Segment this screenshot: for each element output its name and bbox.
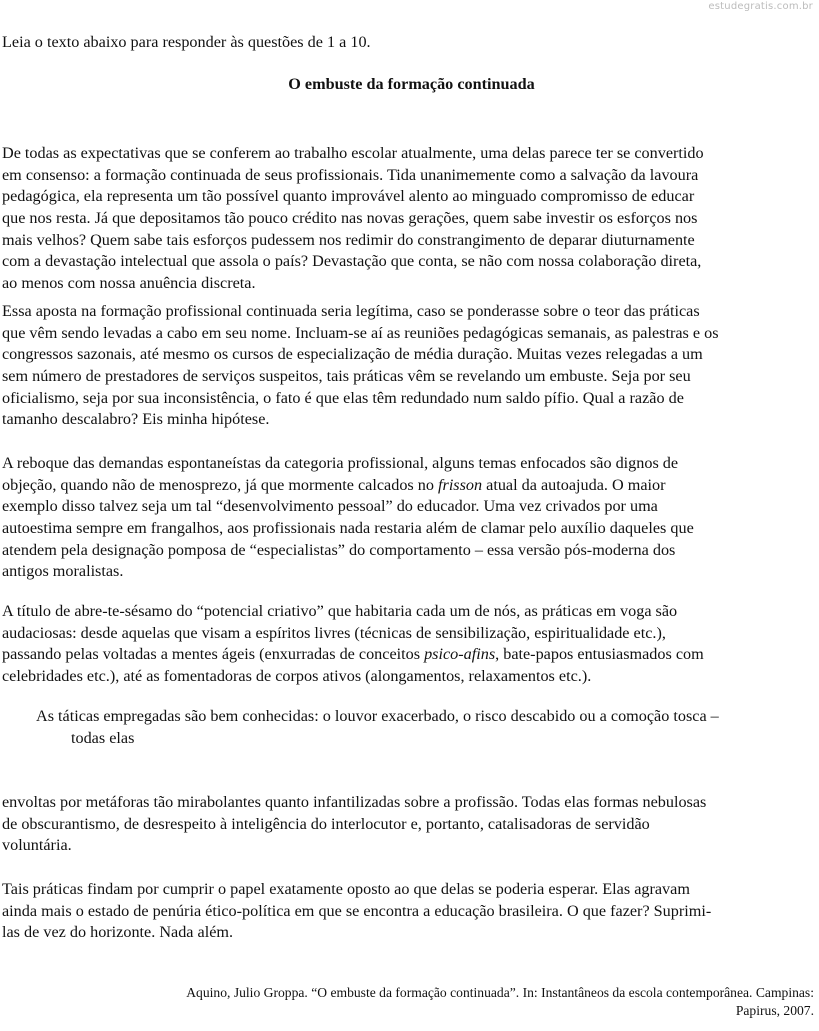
text-line: tamanho descalabro? Eis minha hipótese. <box>2 410 270 429</box>
text-line: antigos moralistas. <box>2 562 124 581</box>
citation-line: Papirus, 2007. <box>735 1003 814 1018</box>
text-line: autoestima sempre em frangalhos, aos profissionais nada restaria além de clamar pelo auxílio daqueles que <box>2 519 694 538</box>
text-line: com a devastação intelectual que assola o país? Devastação que conta, se não com nossa colaboração direta, <box>2 252 702 271</box>
paragraph-continuation <box>2 792 817 857</box>
text-line: voluntária. <box>2 836 72 855</box>
text-segment: passando pelas voltadas a mentes ágeis (enxurradas de conceitos <box>2 645 425 664</box>
text-segment: , bate-papos entusiasmados com <box>495 645 704 664</box>
text-line: de obscurantismo, de desrespeito à inteligência do interlocutor e, portanto, catalisadoras de servidão <box>2 814 650 833</box>
text-line: mais velhos? Quem sabe tais esforços pudessem nos redimir do constrangimento de deparar diuturnamente <box>2 230 695 249</box>
paragraph-1 <box>2 143 817 295</box>
paragraph-closing <box>2 879 817 944</box>
source-citation <box>186 984 814 1020</box>
text-line: que nos resta. Já que depositamos tão pouco crédito nas novas gerações, quem sabe investir os esforços nos <box>2 209 698 228</box>
text-line: exemplo disso talvez seja um tal “desenvolvimento pessoal” do educador. Uma vez crivados por uma <box>2 497 658 516</box>
text-line: A reboque das demandas espontaneístas da categoria profissional, alguns temas enfocados são dignos de <box>2 454 679 472</box>
text-line: ao menos com nossa anuência discreta. <box>2 274 256 293</box>
text-line: pedagógica, ela representa um tão possível quanto improvável alento ao minguado compromisso de educar <box>2 187 695 206</box>
block-quote <box>36 706 816 749</box>
article-title: O embuste da formação continuada <box>288 75 535 93</box>
text-line <box>2 644 817 666</box>
text-line: Essa aposta na formação profissional continuada seria legítima, caso se ponderasse sobre o teor das práticas <box>2 302 700 320</box>
text-line: ainda mais o estado de penúria ético-política em que se encontra a educação brasileira. O que fazer? Suprimi- <box>2 901 712 920</box>
text-line: A título de abre-te-sésamo do “potencial criativo” que habitaria cada um de nós, as práticas em voga são <box>2 602 678 620</box>
citation-line: Aquino, Julio Groppa. “O embuste da formação continuada”. In: Instantâneos da escola contemporânea. Campinas: <box>186 985 814 1000</box>
text-line: De todas as expectativas que se conferem ao trabalho escolar atualmente, uma delas parece ter se convertido <box>2 144 704 162</box>
text-line: todas elas <box>71 728 135 747</box>
text-line: As táticas empregadas são bem conhecidas: o louvor exacerbado, o risco descabido ou a comoção tosca – <box>36 707 719 725</box>
text-line <box>2 475 817 497</box>
text-line: audaciosas: desde aquelas que visam a espíritos livres (técnicas de sensibilização, espiritualidade etc.), <box>2 623 666 642</box>
text-line: atendem pela designação pomposa de “especialistas” do comportamento – essa versão pós-moderna dos <box>2 540 676 559</box>
paragraph-4 <box>2 601 817 688</box>
text-line: oficialismo, seja por sua inconsistência, o fato é que elas têm redundado num saldo pífio. Qual a razão de <box>2 388 684 407</box>
text-line: congressos sazonais, até mesmo os cursos de especialização de média duração. Muitas vezes relegadas a um <box>2 345 703 364</box>
text-line: Tais práticas findam por cumprir o papel exatamente oposto ao que delas se poderia esperar. Elas agravam <box>2 880 690 898</box>
text-line: envoltas por metáforas tão mirabolantes quanto infantilizadas sobre a profissão. Todas elas formas nebulosas <box>2 793 707 811</box>
instructions-text: Leia o texto abaixo para responder às questões de 1 a 10. <box>2 33 371 51</box>
paragraph-2 <box>2 301 817 431</box>
site-watermark: estudegratis.com.br <box>708 1 813 12</box>
text-line: las de vez do horizonte. Nada além. <box>2 923 234 942</box>
text-line: em consenso: a formação continuada de seus profissionais. Tida unanimemente como a salvação da lavoura <box>2 165 699 184</box>
italic-term: psico-afins <box>424 645 496 664</box>
text-line: sem número de prestadores de serviços suspeitos, tais práticas vêm se revelando um embuste. Seja por seu <box>2 367 691 386</box>
paragraph-3 <box>2 453 817 583</box>
text-segment: objeção, quando não de menosprezo, já que mormente calcados no <box>2 475 439 494</box>
text-line: que vêm sendo levadas a cabo em seu nome. Incluam-se aí as reuniões pedagógicas semanais, as palestras e os <box>2 323 719 342</box>
italic-term: frisson <box>438 475 483 494</box>
text-line: celebridades etc.), até as fomentadoras de corpos ativos (alongamentos, relaxamentos etc.). <box>2 667 592 686</box>
text-segment: atual da autoajuda. O maior <box>482 475 666 494</box>
